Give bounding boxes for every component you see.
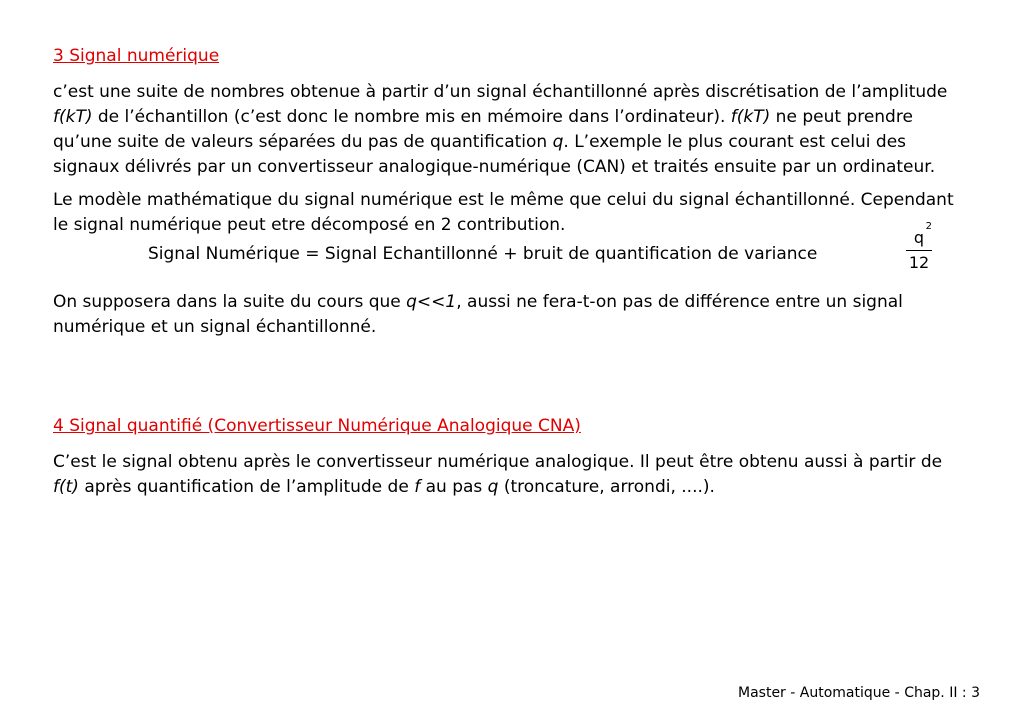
text-span: On supposera dans la suite du cours que [53, 292, 407, 312]
section-4-heading: 4 Signal quantifié (Convertisseur Numérique Analogique CNA) [53, 416, 581, 436]
text-span: ne peut prendre qu’une suite de valeurs séparées du pas de quantification [53, 107, 913, 152]
text-span: c’est une suite de nombres obtenue à partir d’un signal échantillonné après discrétisation de l’amplitude [53, 82, 948, 102]
formula-text: Signal Numérique = Signal Echantillonné + bruit de quantification de variance [148, 244, 818, 264]
exponent: 2 [925, 221, 932, 232]
math-fkt: f(kT) [53, 107, 93, 127]
section-4-paragraph-1 [53, 450, 973, 500]
section-3-paragraph-2: Le modèle mathématique du signal numérique est le même que celui du signal échantillonné. Cependant le signal numérique peut etre décomposé en 2 contribution. [53, 190, 954, 235]
math-q: q [552, 132, 564, 152]
text-span: (troncature, arrondi, ....). [498, 477, 715, 497]
text-span: , aussi ne fera-t-on pas de différence entre un signal numérique et un signal échantillonné. [53, 292, 903, 337]
text-span: au pas [420, 477, 488, 497]
section-spacer [53, 348, 973, 414]
math-f: f [414, 477, 421, 497]
math-fkt: f(kT) [730, 107, 771, 127]
text-span: C’est le signal obtenu après le convertisseur numérique analogique. Il peut être obtenu aussi à partir de [53, 452, 943, 472]
slide-content [53, 44, 973, 508]
variance-fraction [906, 221, 932, 273]
text-span: après quantification de l’amplitude de [78, 477, 415, 497]
math-condition: q<<1 [406, 292, 457, 312]
text-span: . L’exemple le plus courant est celui des signaux délivrés par un convertisseur analogique-numérique (CAN) et traités ensuite par un ordinateur. [53, 132, 936, 177]
fraction-denominator: 12 [908, 253, 930, 272]
section-3-heading: 3 Signal numérique [53, 46, 220, 66]
numerator-q: q [913, 228, 925, 247]
fraction-numerator [906, 221, 932, 251]
math-ft: f(t) [53, 477, 79, 497]
page-footer: Master - Automatique - Chap. II : 3 [738, 685, 980, 701]
section-3-paragraph-3 [53, 290, 973, 340]
section-3-paragraph-1 [53, 80, 973, 180]
math-q: q [487, 477, 499, 497]
text-span: de l’échantillon (c’est donc le nombre mis en mémoire dans l’ordinateur). [92, 107, 731, 127]
quantification-formula [53, 221, 973, 290]
